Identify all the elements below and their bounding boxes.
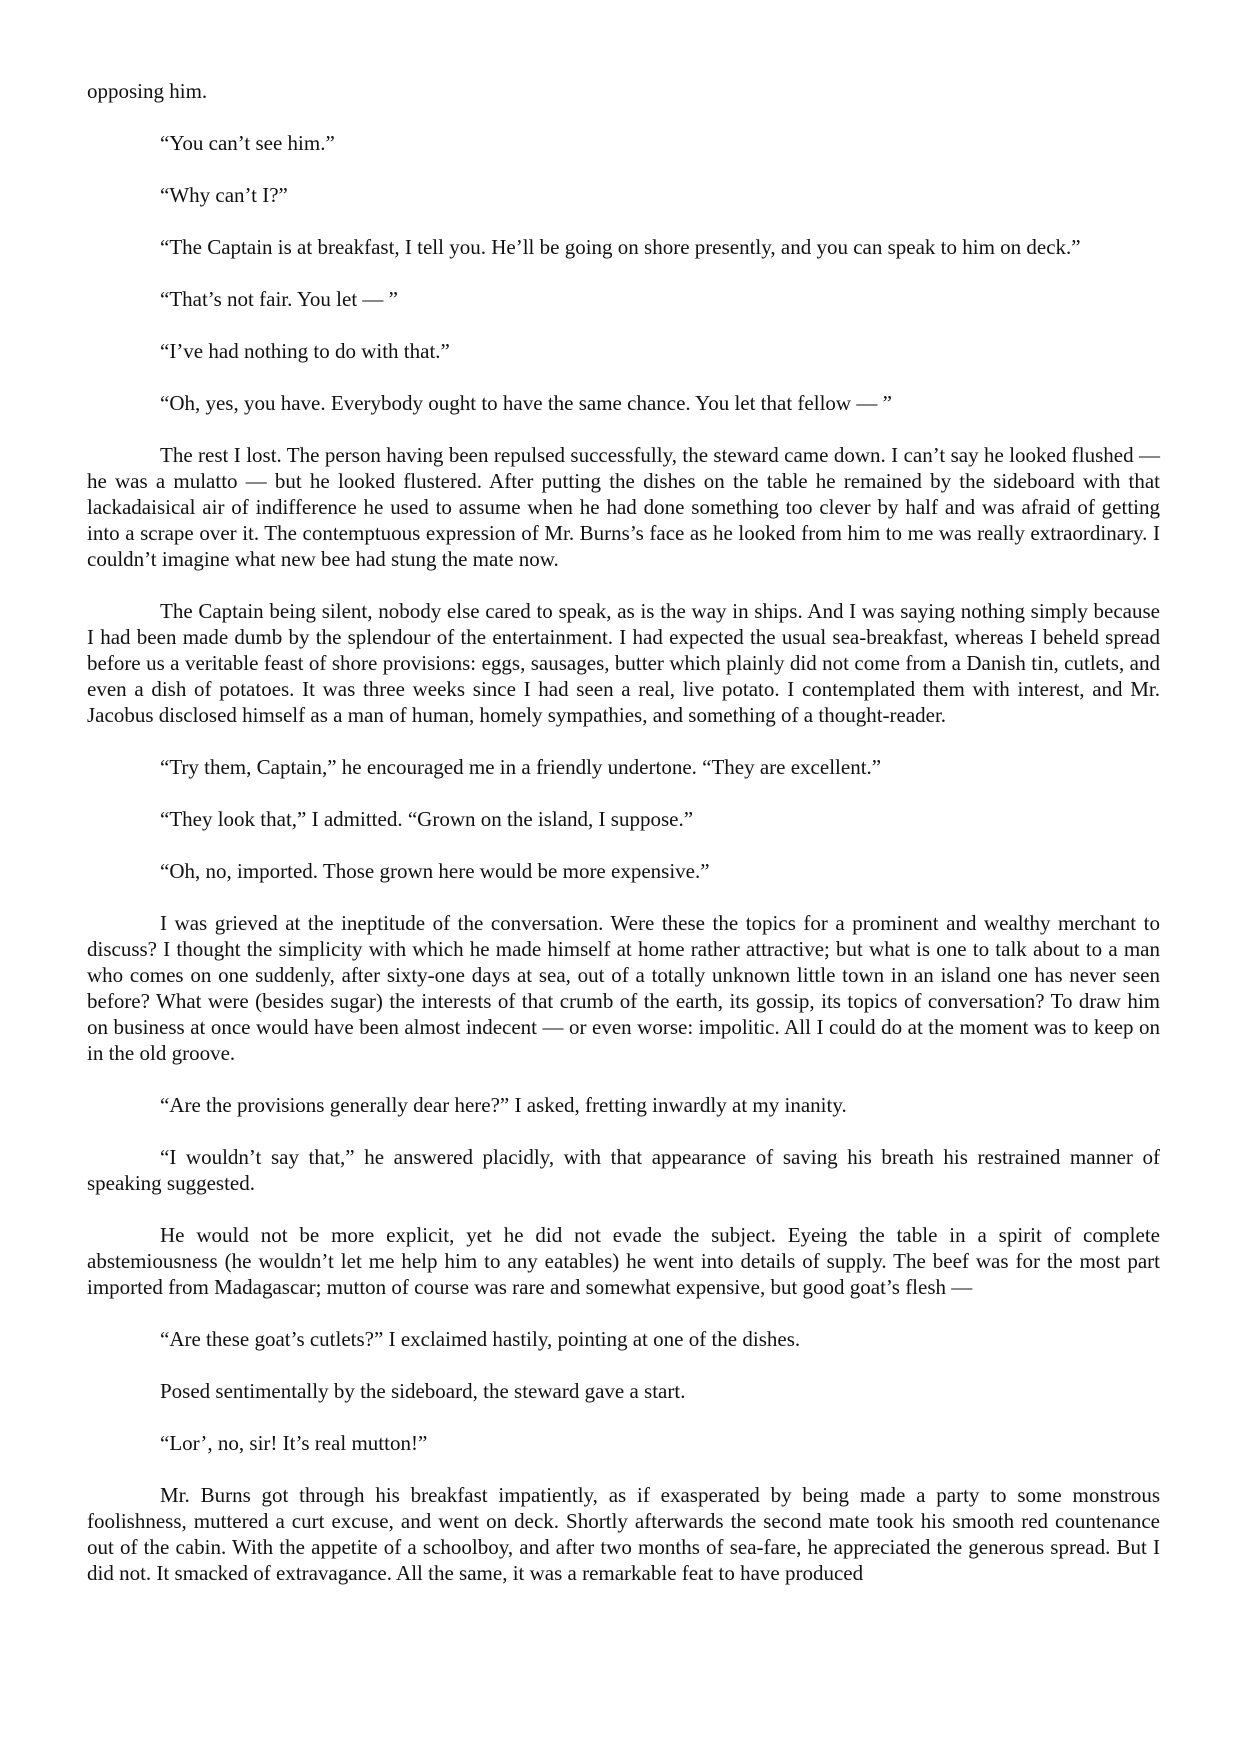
paragraph: Mr. Burns got through his breakfast impatiently, as if exasperated by being made a party to some monstrous foolishness, muttered a curt excuse, and went on deck. Shortly afterwards the second mate took his smooth red countenance out of the cabin. With the appetite of a schoolboy, and after two months of sea-fare, he appreciated the generous spread. But I did not. It smacked of extravagance. All the same, it was a remarkable feat to have produced	[87, 1483, 1160, 1585]
paragraph: “I wouldn’t say that,” he answered placidly, with that appearance of saving his breath his restrained manner of speaking suggested.	[87, 1145, 1160, 1195]
paragraph: He would not be more explicit, yet he did not evade the subject. Eyeing the table in a spirit of complete abstemiousness (he wouldn’t let me help him to any eatables) he went into details of supply. The beef was for the most part imported from Madagascar; mutton of course was rare and somewhat expensive, but good goat’s flesh —	[87, 1223, 1160, 1299]
paragraph: I was grieved at the ineptitude of the conversation. Were these the topics for a prominent and wealthy merchant to discuss? I thought the simplicity with which he made himself at home rather attractive; but what is one to talk about to a man who comes on one suddenly, after sixty-one days at sea, out of a totally unknown little town in an island one has never seen before? What were (besides sugar) the interests of that crumb of the earth, its gossip, its topics of conversation? To draw him on business at once would have been almost indecent — or even worse: impolitic. All I could do at the moment was to keep on in the old groove.	[87, 911, 1160, 1065]
paragraph: “You can’t see him.”	[160, 131, 335, 155]
paragraph: opposing him.	[87, 79, 208, 103]
paragraph: “Try them, Captain,” he encouraged me in a friendly undertone. “They are excellent.”	[160, 755, 882, 779]
paragraph: “Are the provisions generally dear here?” I asked, fretting inwardly at my inanity.	[160, 1093, 847, 1117]
paragraph: “Oh, yes, you have. Everybody ought to have the same chance. You let that fellow — ”	[160, 391, 892, 415]
paragraph: “Oh, no, imported. Those grown here would be more expensive.”	[160, 859, 710, 883]
paragraph: “Are these goat’s cutlets?” I exclaimed hastily, pointing at one of the dishes.	[160, 1327, 801, 1351]
paragraph: “They look that,” I admitted. “Grown on the island, I suppose.”	[160, 807, 694, 831]
paragraph: “Lor’, no, sir! It’s real mutton!”	[160, 1431, 428, 1455]
paragraph: Posed sentimentally by the sideboard, the steward gave a start.	[160, 1379, 686, 1403]
document-page	[87, 78, 1160, 1586]
paragraph: “The Captain is at breakfast, I tell you. He’ll be going on shore presently, and you can speak to him on deck.”	[160, 235, 1081, 259]
paragraph: The rest I lost. The person having been repulsed successfully, the steward came down. I can’t say he looked flushed — he was a mulatto — but he looked flustered. After putting the dishes on the table he remained by the sideboard with that lackadaisical air of indifference he used to assume when he had done something too clever by half and was afraid of getting into a scrape over it. The contemptuous expression of Mr. Burns’s face as he looked from him to me was really extraordinary. I couldn’t imagine what new bee had stung the mate now.	[87, 443, 1160, 571]
paragraph: “I’ve had nothing to do with that.”	[160, 339, 450, 363]
paragraph: “Why can’t I?”	[160, 183, 288, 207]
paragraph: “That’s not fair. You let — ”	[160, 287, 398, 311]
paragraph: The Captain being silent, nobody else cared to speak, as is the way in ships. And I was saying nothing simply because I had been made dumb by the splendour of the entertainment. I had expected the usual sea-breakfast, whereas I beheld spread before us a veritable feast of shore provisions: eggs, sausages, butter which plainly did not come from a Danish tin, cutlets, and even a dish of potatoes. It was three weeks since I had seen a real, live potato. I contemplated them with interest, and Mr. Jacobus disclosed himself as a man of human, homely sympathies, and something of a thought-reader.	[87, 599, 1160, 727]
